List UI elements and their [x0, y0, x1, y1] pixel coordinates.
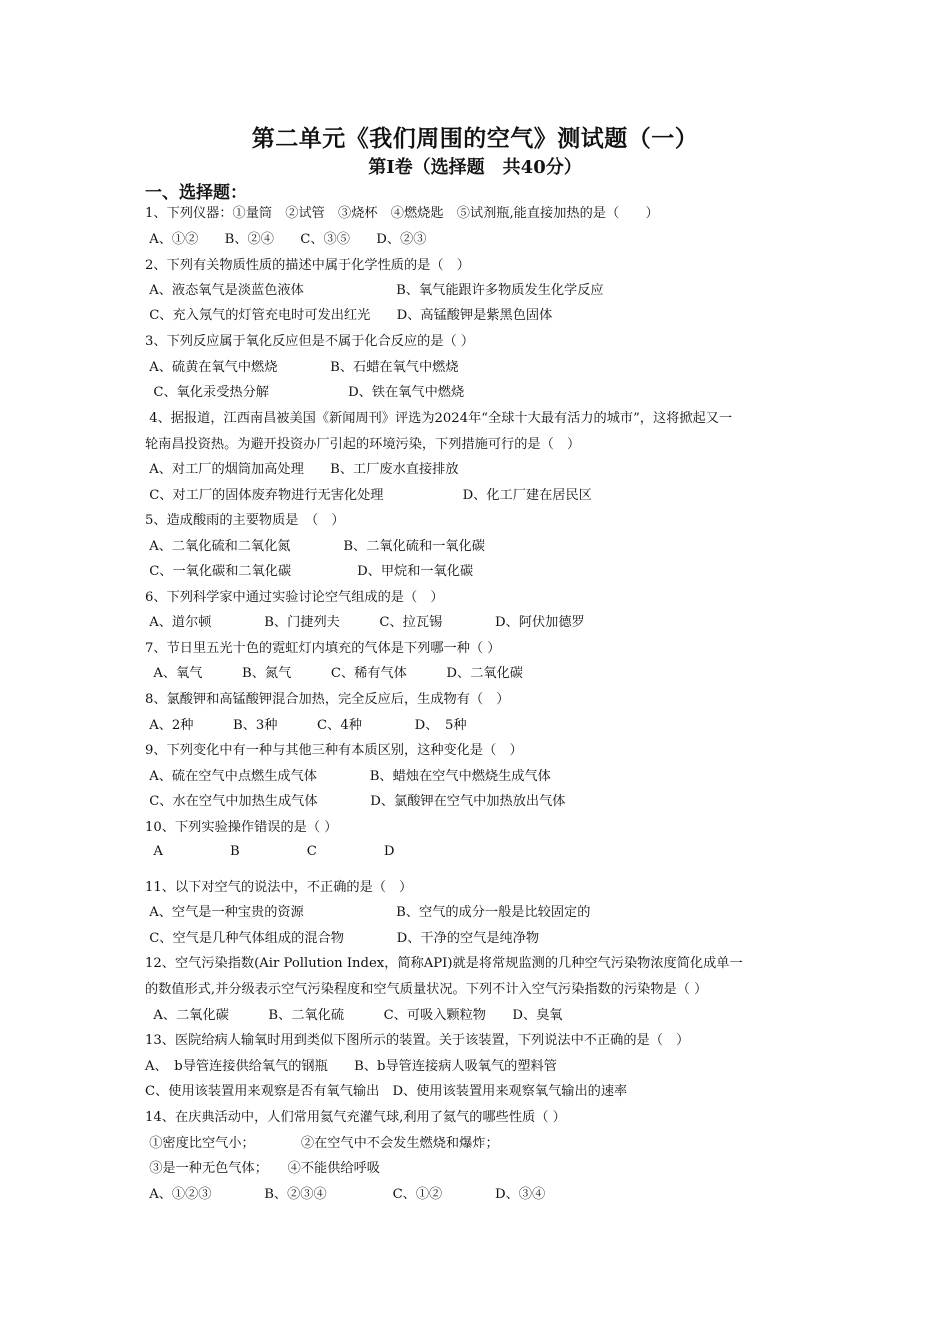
- section-heading: 一、选择题：: [145, 183, 247, 203]
- question-8-options: A、2种 B、3种 C、4种 D、 5种: [145, 718, 467, 733]
- page-title: 第二单元《我们周围的空气》测试题（一）: [251, 126, 699, 152]
- question-2-options-ab: A、液态氧气是淡蓝色液体 B、氧气能跟许多物质发生化学反应: [145, 283, 604, 298]
- question-4-options-ab: A、对工厂的烟筒加高处理 B、工厂废水直接排放: [145, 462, 459, 477]
- question-5: 5、造成酸雨的主要物质是 （ ）: [145, 513, 345, 528]
- question-10: 10、下列实验操作错误的是（ ）: [145, 820, 338, 835]
- question-5-options-cd: C、一氧化碳和二氧化碳 D、甲烷和一氧化碳: [145, 564, 474, 579]
- question-1-options: A、①② B、②④ C、③⑤ D、②③: [145, 232, 427, 247]
- page-subtitle: 第Ⅰ卷（选择题 共40分）: [368, 157, 582, 178]
- question-6: 6、下列科学家中通过实验讨论空气组成的是（ ）: [145, 590, 444, 605]
- question-7: 7、节日里五光十色的霓虹灯内填充的气体是下列哪一种（ ）: [145, 641, 501, 656]
- question-13-options-ab: A、 b导管连接供给氧气的钢瓶 B、b导管连接病人吸氧气的塑料管: [145, 1059, 557, 1074]
- question-2-options-cd: C、充入氖气的灯管充电时可发出红光 D、高锰酸钾是紫黑色固体: [145, 308, 553, 323]
- question-9-options-ab: A、硫在空气中点燃生成气体 B、蜡烛在空气中燃烧生成气体: [145, 769, 551, 784]
- question-9-options-cd: C、水在空气中加热生成气体 D、氯酸钾在空气中加热放出气体: [145, 794, 566, 809]
- question-1: 1、下列仪器：①量筒 ②试管 ③烧杯 ④燃烧匙 ⑤试剂瓶,能直接加热的是（ ）: [145, 206, 659, 221]
- question-14-options: A、①②③ B、②③④ C、①② D、③④: [145, 1187, 546, 1202]
- question-3: 3、下列反应属于氧化反应但是不属于化合反应的是（ ）: [145, 334, 475, 349]
- question-3-options-cd: C、氧化汞受热分解 D、铁在氧气中燃烧: [145, 385, 465, 400]
- question-11-options-cd: C、空气是几种气体组成的混合物 D、干净的空气是纯净物: [145, 931, 540, 946]
- question-6-options: A、道尔顿 B、门捷列夫 C、拉瓦锡 D、阿伏加德罗: [145, 615, 585, 630]
- question-14-statements-12: ①密度比空气小； ②在空气中不会发生燃烧和爆炸；: [145, 1136, 499, 1151]
- question-11-options-ab: A、空气是一种宝贵的资源 B、空气的成分一般是比较固定的: [145, 905, 591, 920]
- question-11: 11、以下对空气的说法中，不正确的是（ ）: [145, 880, 413, 895]
- question-12-options: A、二氧化碳 B、二氧化硫 C、可吸入颗粒物 D、臭氧: [145, 1008, 563, 1023]
- question-9: 9、下列变化中有一种与其他三种有本质区别，这种变化是（ ）: [145, 743, 523, 758]
- question-12-continued: 的数值形式,并分级表示空气污染程度和空气质量状况。下列不计入空气污染指数的污染物是（ ）: [145, 982, 708, 997]
- question-13-options-cd: C、使用该装置用来观察是否有氧气输出 D、使用该装置用来观察氧气输出的速率: [145, 1084, 628, 1099]
- question-4: 4、据报道，江西南昌被美国《新闻周刊》评选为2024年“全球十大最有活力的城市”，这将掀起又一: [145, 411, 733, 426]
- question-4-continued: 轮南昌投资热。为避开投资办厂引起的环境污染，下列措施可行的是（ ）: [145, 437, 581, 452]
- question-14: 14、在庆典活动中，人们常用氦气充灌气球,利用了氦气的哪些性质（ ）: [145, 1110, 566, 1125]
- question-14-statements-34: ③是一种无色气体； ④不能供给呼吸: [145, 1161, 380, 1176]
- question-5-options-ab: A、二氧化硫和二氧化氮 B、二氧化硫和一氧化碳: [145, 539, 485, 554]
- question-10-options: A B C D: [145, 844, 395, 859]
- question-8: 8、氯酸钾和高锰酸钾混合加热，完全反应后，生成物有（ ）: [145, 692, 510, 707]
- question-7-options: A、氧气 B、氮气 C、稀有气体 D、二氧化碳: [145, 666, 523, 681]
- question-13: 13、医院给病人输氧时用到类似下图所示的装置。关于该装置，下列说法中不正确的是（ ）: [145, 1033, 690, 1048]
- question-2: 2、下列有关物质性质的描述中属于化学性质的是（ ）: [145, 258, 470, 273]
- question-12: 12、空气污染指数(Air Pollution Index，简称API)就是将常规监测的几种空气污染物浓度简化成单一: [145, 956, 743, 971]
- question-3-options-ab: A、硫黄在氧气中燃烧 B、石蜡在氧气中燃烧: [145, 360, 459, 375]
- question-4-options-cd: C、对工厂的固体废弃物进行无害化处理 D、化工厂建在居民区: [145, 488, 592, 503]
